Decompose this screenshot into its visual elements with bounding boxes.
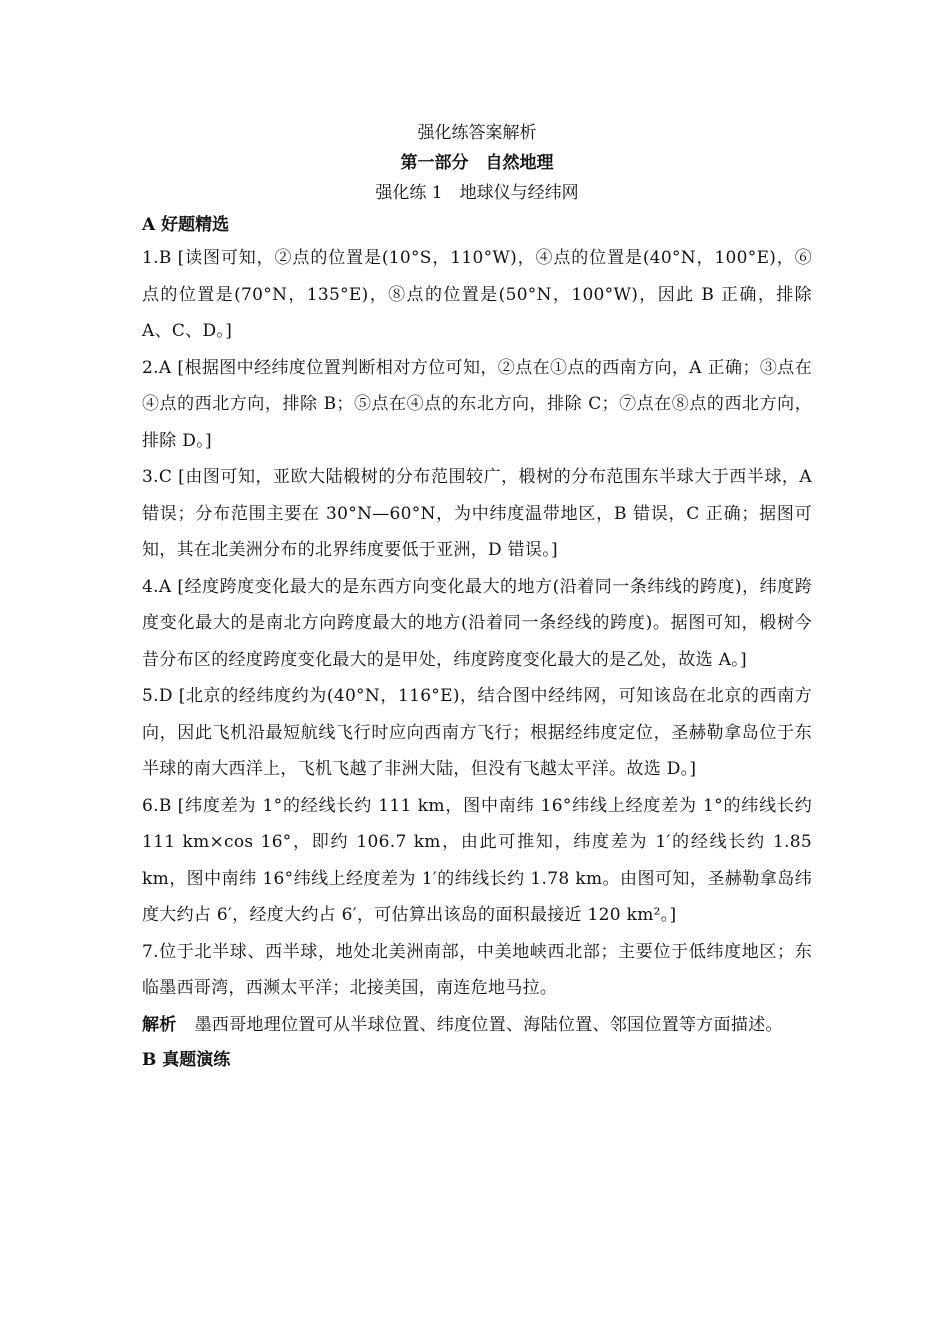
section-a-title: A 好题精选 — [142, 215, 230, 235]
answer-number: 7. — [142, 941, 159, 962]
document-page — [142, 118, 812, 1075]
answer-number: 2.A — [142, 357, 172, 378]
answer-item — [142, 569, 812, 679]
answer-number: 4.A — [142, 576, 172, 597]
answer-item — [142, 678, 812, 788]
answer-text: [纬度差为 1°的经线长约 111 km，图中南纬 16°纬线上经度差为 1°的纬线长约 111 km×cos 16°，即约 106.7 km，由此可推知，纬度差为 1′的经线长约 1.85 km，图中南纬 16°纬线上经度差为 1′的纬线长约 1.78 km。由图可知，圣赫勒拿岛纬度大约占 6′，经度大约占 6′，可估算出该岛的面积最接近 120 km²。] — [142, 795, 812, 925]
answer-text: 位于北半球、西半球，地处北美洲南部，中美地峡西北部；主要位于低纬度地区；东临墨西哥湾，西濒太平洋；北接美国，南连危地马拉。 — [142, 941, 812, 998]
answer-item — [142, 934, 812, 1007]
answer-text: [经度跨度变化最大的是东西方向变化最大的地方(沿着同一条纬线的跨度)，纬度跨度变化最大的是南北方向跨度最大的地方(沿着同一条经线的跨度)。据图可知，椴树今昔分布区的经度跨度变化最大的是甲处，纬度跨度变化最大的是乙处，故选 A。] — [142, 576, 812, 670]
answer-number: 1.B — [142, 248, 172, 268]
answer-item — [142, 788, 812, 934]
doc-title: 强化练答案解析 — [417, 123, 537, 143]
section-b-title: B 真题演练 — [142, 1050, 231, 1070]
answer-item — [142, 240, 812, 350]
analysis-label: 解析 — [142, 1014, 177, 1035]
answer-number: 5.D — [142, 686, 173, 706]
answer-number: 3.C — [142, 467, 173, 487]
answer-text: [由图可知，亚欧大陆椴树的分布范围较广，椴树的分布范围东半球大于西半球，A 错误；分布范围主要在 30°N—60°N，为中纬度温带地区，B 错误，C 正确；据图可知，其在北美洲分布的北界纬度要低于亚洲，D 错误。] — [142, 467, 812, 560]
answer-text: [读图可知，②点的位置是(10°S，110°W)，④点的位置是(40°N，100°E)，⑥点的位置是(70°N，135°E)，⑧点的位置是(50°N，100°W)，因此 B 正确，排除 A、C、D。] — [142, 248, 812, 341]
answer-item — [142, 459, 812, 569]
analysis-item — [142, 1007, 812, 1044]
answer-text: [根据图中经纬度位置判断相对方位可知，②点在①点的西南方向，A 正确；③点在④点的西北方向，排除 B；⑤点在④点的东北方向，排除 C；⑦点在⑧点的西北方向，排除 D。] — [142, 357, 812, 451]
analysis-text: 墨西哥地理位置可从半球位置、纬度位置、海陆位置、邻国位置等方面描述。 — [194, 1014, 783, 1035]
answer-number: 6.B — [142, 795, 172, 816]
exercise-title: 强化练 1 地球仪与经纬网 — [375, 183, 579, 203]
part-title: 第一部分 自然地理 — [400, 153, 554, 173]
answer-text: [北京的经纬度约为(40°N，116°E)，结合图中经纬网，可知该岛在北京的西南方向，因此飞机沿最短航线飞行时应向西南方飞行；根据经纬度定位，圣赫勒拿岛位于东半球的南大西洋上，飞机飞越了非洲大陆，但没有飞越太平洋。故选 D。] — [142, 686, 812, 779]
answer-item — [142, 350, 812, 460]
